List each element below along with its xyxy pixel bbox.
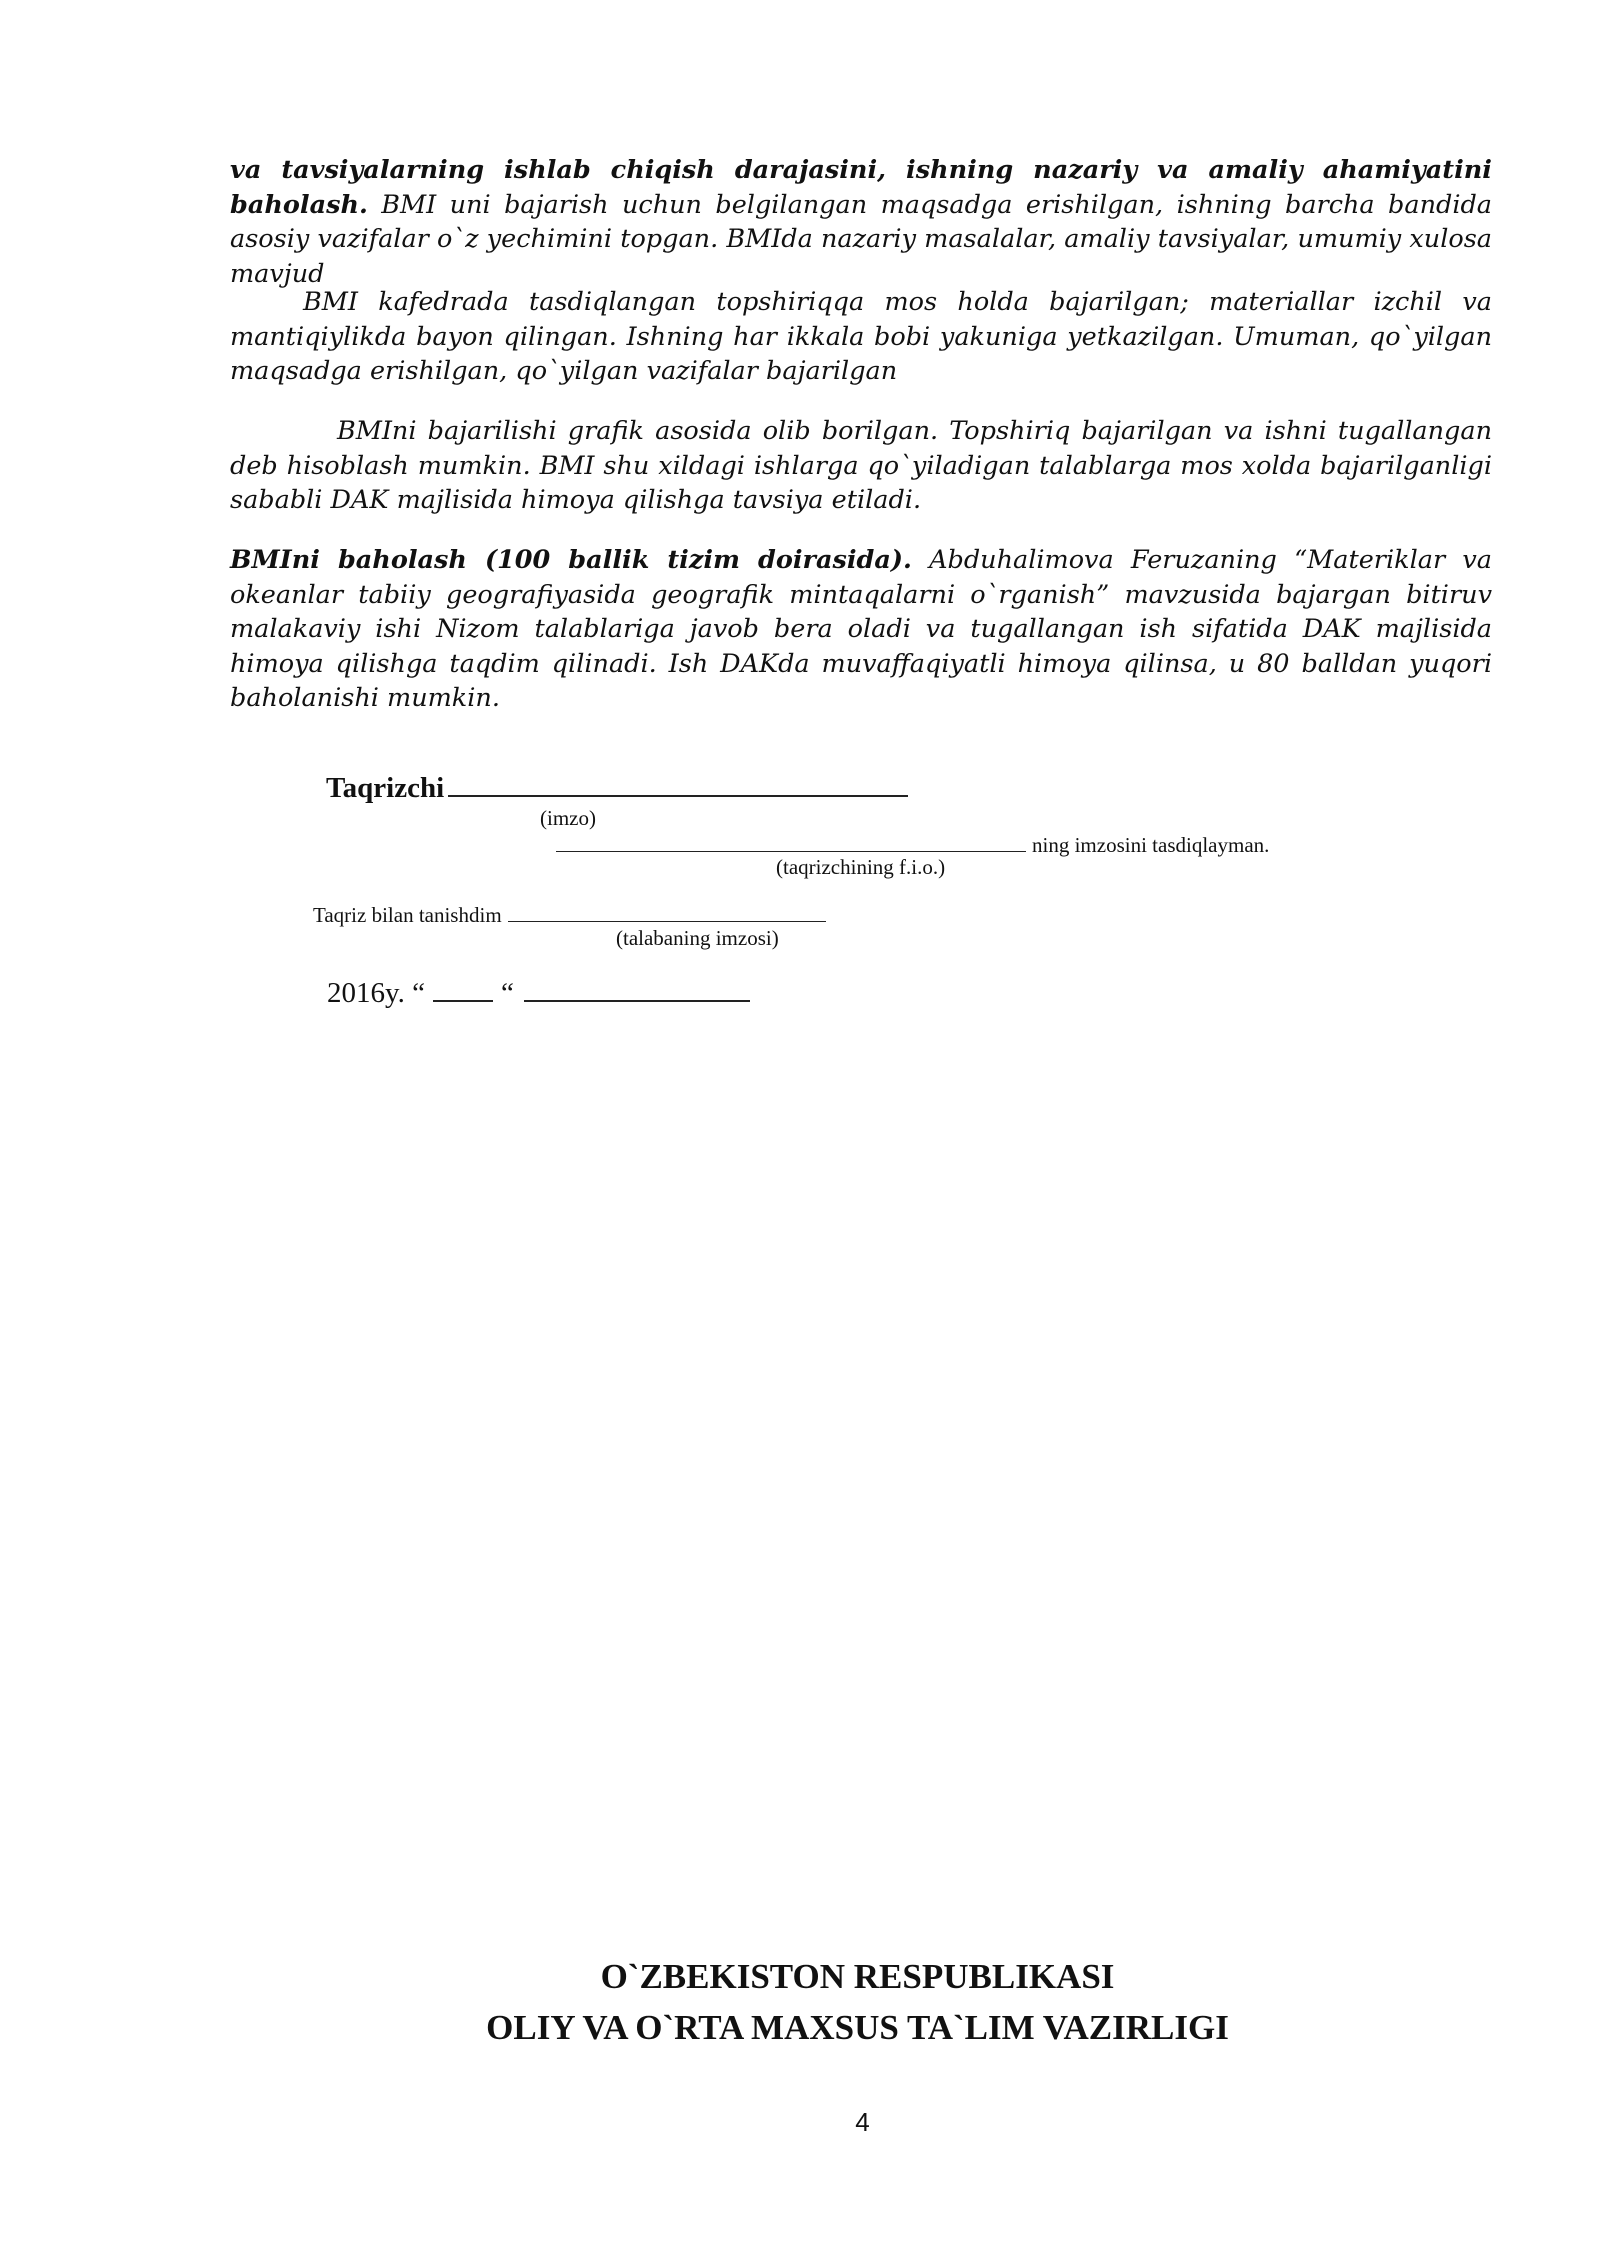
paragraph-completion: BMI kafedrada tasdiqlangan topshiriqqa mos holda bajarilgan; materiallar izchil va mantiqiylikda bayon qilingan. Ishning har ikkala bobi yakuniga yetkazilgan. Umuman, qo`yilgan maqsadga erishilgan, qo`yilgan vazifalar bajarilgan — [230, 287, 1492, 386]
acknowledgement-label: Taqriz bilan tanishdim — [313, 903, 502, 927]
paragraph-assessment-text: BMI uni bajarish uchun belgilangan maqsadga erishilgan, ishning barcha bandida asosiy vazifalar o`z yechimini topgan. BMIda nazariy masalalar, amaliy tavsiyalar, umumiy xulosa mavjud — [230, 189, 1492, 289]
reviewer-name-line — [556, 831, 1026, 852]
reviewer-signature-row — [326, 772, 908, 805]
paragraph-grading-bold: BMIni baholash (100 ballik tizim doirasida). — [230, 545, 912, 575]
confirm-row — [556, 831, 1269, 858]
date-row — [327, 977, 750, 1010]
date-close-quote: “ — [501, 977, 514, 1009]
student-signature-line — [508, 901, 826, 922]
page-number: 4 — [855, 2107, 870, 2137]
paragraph-grading — [230, 543, 1492, 716]
heading-ministry: OLIY VA O`RTA MAXSUS TA`LIM VAZIRLIGI — [486, 2008, 1229, 2047]
student-signature-caption: (talabaning imzosi) — [616, 926, 779, 950]
paragraph-grading-text: Abduhalimova Feruzaning “Materiklar va okeanlar tabiiy geografiyasida geografik mintaqalarni o`rganish” mavzusida bajargan bitiruv malakaviy ishi Nizom talablariga javob bera oladi va tugallangan ish sifatida DAK majlisida himoya qilishga taqdim qilinadi. Ish DAKda muvaffaqiyatli himoya qilinsa, u 80 balldan yuqori baholanishi mumkin. — [230, 545, 1492, 713]
confirm-text: ning imzosini tasdiqlayman. — [1032, 833, 1270, 857]
reviewer-name-caption: (taqrizchining f.i.o.) — [776, 855, 946, 879]
date-year: 2016y. — [327, 977, 405, 1009]
acknowledgement-row — [313, 901, 826, 928]
paragraph-assessment-bold: va tavsiyalarning ishlab chiqish darajasini, ishning nazariy va amaliy ahamiyatini baholash. — [230, 155, 1492, 220]
reviewer-label: Taqrizchi — [326, 772, 445, 804]
date-month-line — [524, 978, 750, 1002]
paragraph-recommendation: BMIni bajarilishi grafik asosida olib borilgan. Topshiriq bajarilgan va ishni tugallangan deb hisoblash mumkin. BMI shu xildagi ishlarga qo`yiladigan talablarga mos xolda bajarilganligi sababli DAK majlisida himoya qilishga tavsiya etiladi. — [230, 416, 1492, 515]
date-open-quote: “ — [412, 977, 425, 1009]
paragraph-assessment — [230, 153, 1492, 291]
heading-republic: O`ZBEKISTON RESPUBLIKASI — [600, 1957, 1115, 1996]
signature-caption: (imzo) — [540, 806, 596, 830]
date-day-line — [433, 978, 493, 1002]
reviewer-signature-line — [448, 773, 908, 797]
